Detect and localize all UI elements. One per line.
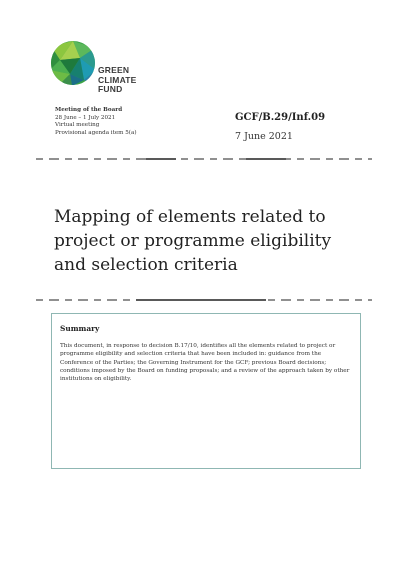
document-title: Mapping of elements related to project or programme eligibility and selection criteria (54, 207, 332, 275)
meeting-agenda: Provisional agenda item 5(a) (55, 129, 137, 136)
logo-line-3: FUND (98, 84, 123, 94)
logo-line-2: CLIMATE (98, 74, 137, 85)
logo-wordmark (98, 66, 137, 95)
top-divider (36, 156, 372, 162)
document-number: GCF/B.29/Inf.09 (235, 112, 326, 123)
summary-box (51, 313, 361, 469)
bottom-divider (36, 297, 372, 303)
summary-heading: Summary (60, 324, 100, 333)
meeting-info (55, 107, 137, 137)
document-date: 7 June 2021 (235, 131, 293, 142)
meeting-title: Meeting of the Board (55, 107, 123, 113)
meeting-mode: Virtual meeting (55, 122, 100, 129)
summary-text: This document, in response to decision B.17/10, identifies all the elements related to project or programme eligibility and selection criteria that have been included in: guidance from the Conference of the Parties; the Governing Instrument for the GCF; previous Board decisions; conditions imposed by the Board on funding proposals; and a review of the approach taken by other institutions on eligibility. (60, 343, 350, 383)
logo-line-1: GREEN (98, 65, 130, 75)
meeting-dates: 28 June – 1 July 2021 (55, 114, 116, 121)
